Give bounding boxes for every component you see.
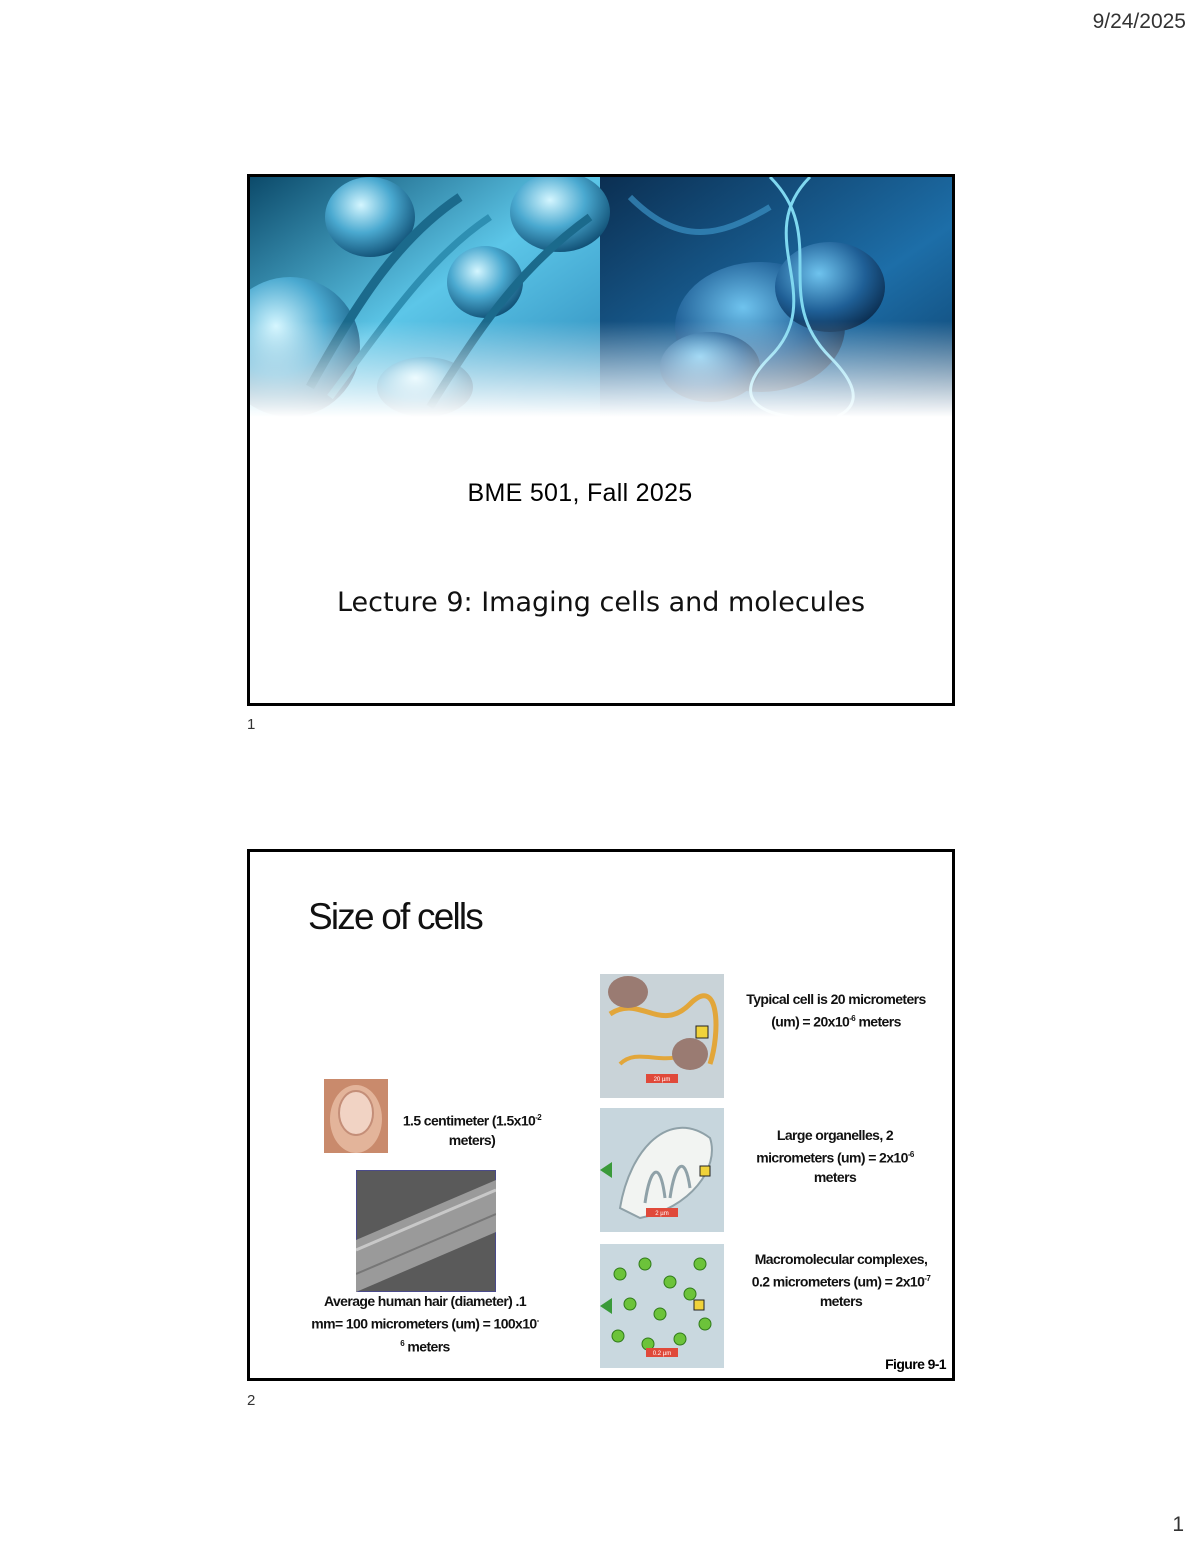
banner-image xyxy=(250,177,952,417)
course-title: BME 501, Fall 2025 xyxy=(467,479,693,507)
hair-micrograph xyxy=(356,1170,496,1292)
fingernail-label: 1.5 centimeter ($1.5x10^{-2}$ meters) xyxy=(402,1112,542,1148)
mitochondrion-illustration xyxy=(600,1108,724,1232)
fingernail-photo xyxy=(324,1079,388,1153)
slide-1 xyxy=(247,174,955,706)
cell-label: Typical cell is 20 micrometers $(um) = 20x10^{-6}$ meters xyxy=(746,991,926,1030)
page-number: 1 xyxy=(1172,1513,1184,1536)
cell-scale-label: 20 µm xyxy=(653,1077,671,1083)
slide-2 xyxy=(247,849,955,1381)
lecture-title: Lecture 9: Imaging cells and molecules xyxy=(336,587,866,618)
slide-number: 2 xyxy=(247,1392,256,1409)
complex-scale-label: 0.2 µm xyxy=(652,1351,672,1357)
slide-number: 1 xyxy=(247,716,256,733)
macromolecule-illustration xyxy=(600,1244,724,1368)
organelle-scale-label: 2 µm xyxy=(655,1211,669,1217)
print-date: 9/24/2025 xyxy=(1092,10,1186,33)
complex-label: Macromolecular complexes, 0.2 micrometers $(um) = 2x10^{-7}$ meters xyxy=(751,1251,931,1309)
cell-illustration xyxy=(600,974,724,1098)
slide-heading: Size of cells xyxy=(308,896,483,937)
organelle-label: Large organelles, 2 micrometers $(um) = 2x10^{-6}$ meters xyxy=(756,1127,914,1185)
figure-caption: Figure 9-1 xyxy=(885,1356,946,1372)
hair-label: Average human hair (diameter) .1 mm= 100 micrometers $(um) = 100x10^{-6}$ meters xyxy=(311,1293,539,1355)
